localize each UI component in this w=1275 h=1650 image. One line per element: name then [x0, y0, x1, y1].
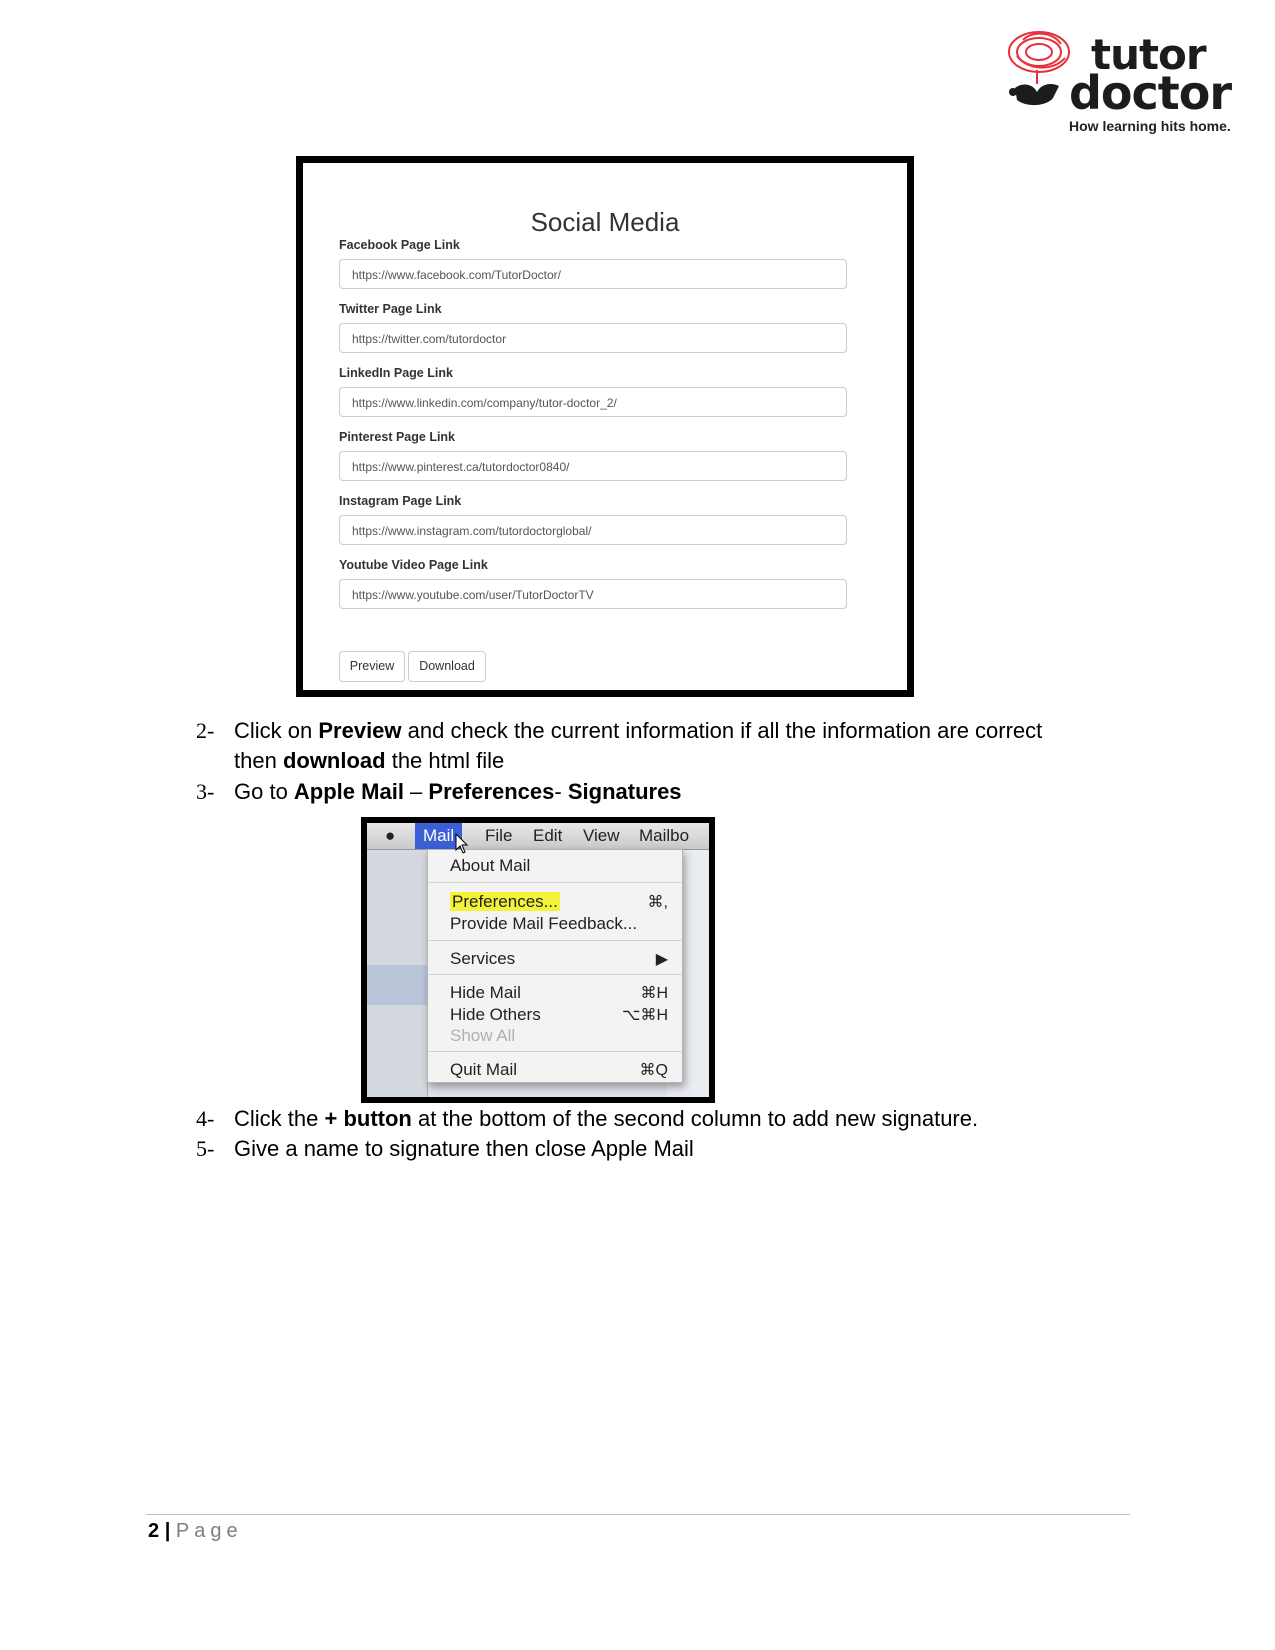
instagram-label: Instagram Page Link: [339, 494, 462, 508]
submenu-arrow-icon: ▶: [655, 951, 668, 968]
facebook-label: Facebook Page Link: [339, 238, 460, 252]
mac-menubar: [367, 823, 709, 850]
logo-tagline: How learning hits home.: [1069, 118, 1231, 134]
step-text: Click the + button at the bottom of the second column to add new signature.: [234, 1106, 979, 1131]
linkedin-label: LinkedIn Page Link: [339, 366, 453, 380]
linkedin-input[interactable]: https://www.linkedin.com/company/tutor-doctor_2/: [339, 387, 847, 417]
youtube-label: Youtube Video Page Link: [339, 558, 488, 572]
logo-word-doctor: doctor: [1069, 66, 1232, 120]
facebook-input[interactable]: https://www.facebook.com/TutorDoctor/: [339, 259, 847, 289]
twitter-label: Twitter Page Link: [339, 302, 442, 316]
preferences-shortcut: ⌘,: [647, 894, 668, 911]
pinterest-label: Pinterest Page Link: [339, 430, 456, 444]
menu-view[interactable]: View: [583, 826, 620, 845]
hide-others-shortcut: ⌥⌘H: [622, 1007, 668, 1024]
menu-mailbox[interactable]: Mailbo: [639, 826, 690, 845]
menu-item-hide-mail[interactable]: Hide Mail: [450, 983, 521, 1002]
step-number: 4-: [196, 1106, 215, 1131]
page-word: Page: [175, 1520, 243, 1542]
step-number: 2-: [196, 718, 215, 743]
step-text-continued: then download the html file: [234, 748, 505, 773]
preview-button[interactable]: Preview: [339, 651, 405, 682]
menu-item-preferences[interactable]: Preferences...: [452, 892, 558, 911]
tutor-doctor-logo: [1003, 26, 1248, 136]
pinterest-input[interactable]: https://www.pinterest.ca/tutordoctor0840/: [339, 451, 847, 481]
hide-shortcut: ⌘H: [640, 985, 668, 1002]
apple-icon: ●: [385, 826, 396, 845]
apple-mail-menu-screenshot: [361, 817, 715, 1103]
menu-item-show-all: Show All: [450, 1026, 516, 1045]
step-text: Click on Preview and check the current information if all the information are correct: [234, 718, 1043, 743]
mail-sidebar-background: [367, 849, 428, 1103]
step-number: 3-: [196, 779, 215, 804]
menu-item-quit[interactable]: Quit Mail: [450, 1060, 518, 1079]
download-button[interactable]: Download: [408, 651, 486, 682]
menu-mail[interactable]: Mail: [415, 823, 462, 849]
instagram-input[interactable]: https://www.instagram.com/tutordoctorglobal/: [339, 515, 847, 545]
page-number: 2: [148, 1520, 160, 1542]
menu-edit[interactable]: Edit: [533, 826, 563, 845]
menu-item-hide-others[interactable]: Hide Others: [450, 1005, 541, 1024]
footer-separator: |: [164, 1520, 171, 1542]
mail-dropdown-menu: [427, 849, 683, 1083]
mouse-cursor-icon: [455, 833, 469, 855]
menu-item-feedback[interactable]: Provide Mail Feedback...: [450, 914, 638, 933]
step-number: 5-: [196, 1136, 215, 1161]
page-footer: [148, 1520, 243, 1543]
step-text: Give a name to signature then close Apple Mail: [234, 1136, 694, 1161]
social-media-form-screenshot: [296, 156, 914, 697]
quit-shortcut: ⌘Q: [639, 1062, 668, 1079]
youtube-input[interactable]: https://www.youtube.com/user/TutorDoctorTV: [339, 579, 847, 609]
twitter-input[interactable]: https://twitter.com/tutordoctor: [339, 323, 847, 353]
footer-divider: [146, 1514, 1130, 1515]
menu-file[interactable]: File: [485, 826, 513, 845]
menu-item-services[interactable]: Services: [450, 949, 516, 968]
logo-word-tutor: tutor: [1091, 30, 1206, 79]
step-text: Go to Apple Mail – Preferences- Signatures: [234, 779, 682, 804]
menu-item-about[interactable]: About Mail: [450, 856, 531, 875]
form-title: Social Media: [530, 207, 680, 237]
